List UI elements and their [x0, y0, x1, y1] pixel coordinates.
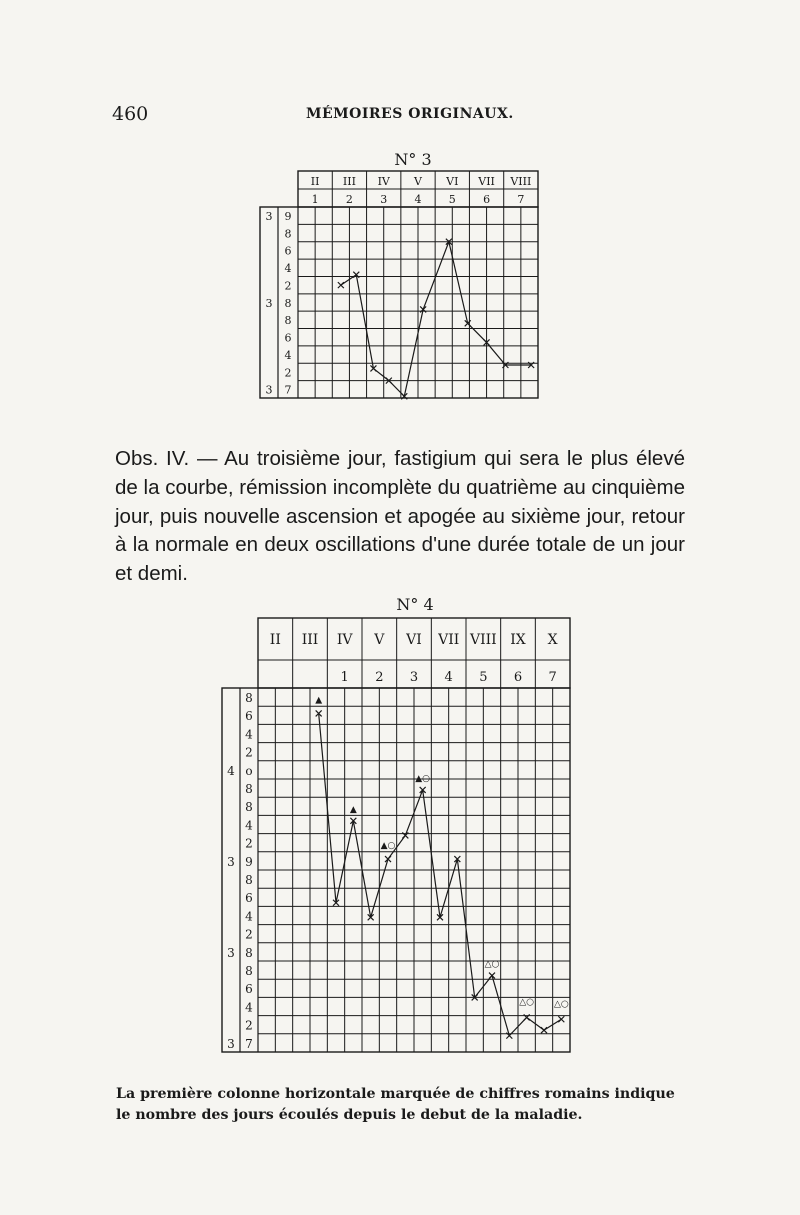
- fig3-decimal-label: 8: [284, 227, 292, 241]
- fig4-decimal-label: 4: [245, 727, 253, 742]
- fig4-symbol-annotation: ▲○: [415, 773, 431, 784]
- fig4-decimal-label: 6: [245, 891, 253, 906]
- fig4-roman-day: VI: [406, 632, 422, 648]
- fig4-symbol-annotation: △○: [553, 999, 569, 1010]
- fig4-symbol-annotation: ▲: [349, 804, 357, 815]
- fig4-roman-day: IX: [510, 632, 526, 648]
- fig4-arabic-day: 4: [444, 670, 453, 685]
- fig4-decimal-label: 8: [245, 691, 253, 705]
- fig3-degree-label: 3: [265, 383, 273, 397]
- fig4-arabic-day: 6: [513, 670, 523, 685]
- fig4-roman-day: X: [547, 632, 558, 648]
- fig3-decimal-label: 2: [284, 279, 292, 293]
- fig4-roman-day: III: [301, 632, 319, 648]
- fig4-decimal-label: 6: [245, 982, 253, 997]
- fig4-degree-label: 4: [227, 763, 235, 778]
- fig4-point-marker: [558, 1016, 564, 1022]
- fig3-arabic-day: 4: [414, 193, 422, 206]
- fig3-arabic-day: 3: [380, 193, 388, 206]
- fig3-decimal-label: 8: [284, 296, 292, 310]
- fig4-roman-day: VIII: [469, 632, 497, 648]
- fig3-decimal-label: 4: [284, 262, 292, 276]
- fig3-decimal-label: 6: [284, 244, 292, 258]
- fig3-arabic-day: 2: [345, 193, 353, 206]
- fig4-decimal-label: 6: [245, 709, 253, 724]
- fig3-decimal-label: 2: [284, 366, 292, 380]
- fig4-decimal-label: 8: [245, 945, 253, 960]
- fig4-temperature-curve: [319, 713, 562, 1035]
- fig4-degree-label: 3: [227, 1036, 235, 1051]
- fig4-decimal-label: 7: [245, 1036, 253, 1051]
- fig4-roman-day: IV: [336, 632, 353, 648]
- fig3-roman-day: V: [414, 175, 422, 188]
- fig3-roman-day: VI: [446, 175, 459, 188]
- fig4-decimal-label: 9: [245, 854, 253, 869]
- fig3-arabic-day: 1: [311, 193, 319, 206]
- fig4-roman-day: V: [374, 632, 385, 648]
- fig3-decimal-label: 7: [284, 383, 292, 397]
- fig3-arabic-day: 5: [448, 193, 456, 206]
- fig4-decimal-label: 8: [245, 782, 253, 796]
- fig3-roman-day: IV: [377, 175, 390, 188]
- fig4-arabic-day: 5: [479, 670, 488, 685]
- fig4-decimal-label: 2: [245, 836, 253, 851]
- fig4-decimal-label: 4: [245, 1000, 253, 1015]
- fig3-degree-label: 3: [265, 296, 273, 310]
- fig3-roman-day: VII: [478, 175, 495, 188]
- fig4-point-marker: [541, 1027, 547, 1033]
- fig4-roman-day: II: [269, 632, 281, 648]
- fig4-decimal-label: o: [245, 763, 253, 778]
- fig3-decimal-label: 6: [284, 331, 292, 345]
- fig4-decimal-label: 8: [245, 964, 253, 978]
- figure-4-title: N° 4: [396, 595, 434, 614]
- fig3-roman-day: VIII: [510, 175, 532, 188]
- fig4-roman-day: VII: [438, 632, 460, 648]
- running-head: MÉMOIRES ORIGINAUX.: [306, 106, 514, 122]
- fig4-arabic-day: 3: [409, 670, 419, 685]
- page-number: 460: [112, 103, 149, 125]
- fig4-arabic-day: 2: [375, 670, 384, 685]
- fig3-degree-label: 3: [265, 210, 273, 223]
- fig4-decimal-label: 8: [245, 873, 253, 887]
- fig4-decimal-label: 2: [245, 1018, 253, 1033]
- fig3-arabic-day: 6: [483, 193, 491, 206]
- fig3-arabic-day: 7: [517, 193, 525, 206]
- fig4-arabic-day: 7: [548, 670, 557, 685]
- fig4-arabic-day: 1: [340, 670, 349, 685]
- fig4-symbol-annotation: △○: [484, 959, 500, 970]
- fig4-decimal-label: 8: [245, 800, 253, 815]
- fig3-decimal-label: 8: [284, 314, 292, 328]
- observation-paragraph: Obs. IV. — Au troisième jour, fastigium qui sera le plus élevé de la courbe, rémission incomplète du quatrième au cinquième jour, puis nouvelle ascension et apogée au sixième jour, retour à la normale en deux oscillations d'une durée totale de un jour et demi.: [115, 447, 685, 586]
- fig4-symbol-annotation: ▲○: [380, 841, 396, 852]
- figure-caption: La première colonne horizontale marquée de chiffres romains indique le nombre des jours écoulés depuis le debut de la maladie.: [116, 1086, 675, 1123]
- fig4-degree-label: 3: [227, 945, 235, 960]
- fig4-decimal-label: 4: [245, 909, 253, 924]
- fig4-symbol-annotation: ▲: [315, 695, 323, 706]
- fig4-decimal-label: 4: [245, 818, 253, 833]
- fig4-symbol-annotation: △○: [519, 997, 535, 1008]
- fig4-degree-label: 3: [227, 854, 235, 869]
- figure-3-title: N° 3: [394, 150, 432, 169]
- fig4-decimal-label: 2: [245, 927, 253, 942]
- fig3-decimal-label: 4: [284, 348, 292, 362]
- fig3-roman-day: III: [342, 175, 356, 188]
- fig4-decimal-label: 2: [245, 745, 253, 760]
- fig3-decimal-label: 9: [284, 210, 292, 223]
- fig3-roman-day: II: [310, 175, 320, 188]
